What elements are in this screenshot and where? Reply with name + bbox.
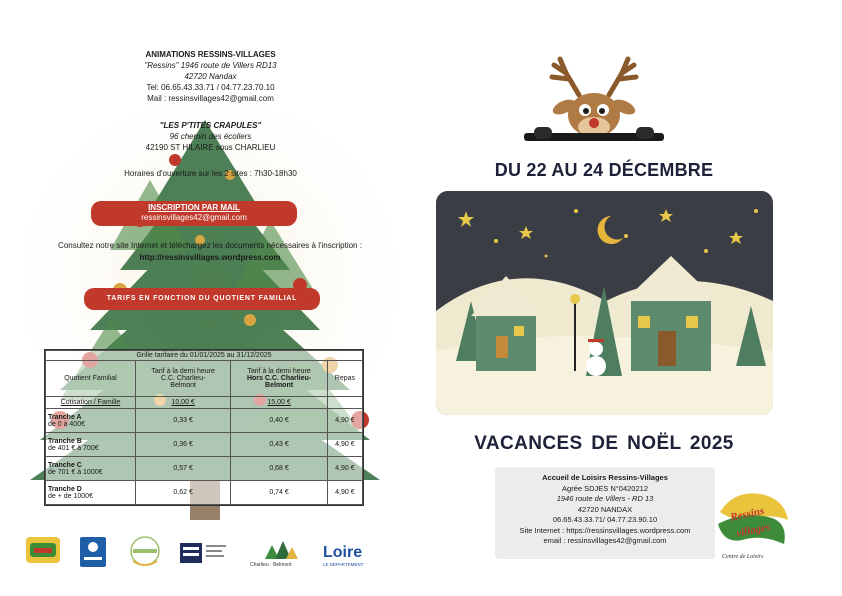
- grid-header-ccc: [135, 361, 230, 397]
- ressins-small-logo: [26, 537, 60, 563]
- tarifs-banner: TARIFS EN FONCTION DU QUOTIENT FAMILIAL: [84, 288, 320, 310]
- accueil-phones: 06.65.43.33.71/ 04.77.23.90.10: [552, 515, 658, 524]
- inscription-title: INSCRIPTION PAR MAIL: [148, 203, 240, 212]
- accueil-address2: 42720 NANDAX: [577, 504, 633, 514]
- rv-logo-line2: villages: [735, 520, 772, 540]
- grid-header-qf: Quotient Familial: [46, 361, 136, 397]
- tranche-ccc: 0,57 €: [135, 457, 230, 481]
- site2-address-line2: 42190 ST HILAIRE sous CHARLIEU: [145, 143, 276, 152]
- consult-block: [10, 240, 410, 264]
- charlieu-label: Charlieu · Belmont: [250, 562, 292, 568]
- snowy-village-illustration: [436, 191, 773, 415]
- org-title: ANIMATIONS RESSINS-VILLAGES: [145, 50, 276, 59]
- grid-header-repas: Repas: [327, 361, 362, 397]
- charlieu-belmont-logo: [250, 541, 298, 568]
- accueil-email[interactable]: email : ressinsvillages42@gmail.com: [543, 536, 667, 545]
- tranche-hors: 0,68 €: [231, 457, 327, 481]
- grid-header-ccc-line2: C.C. Charlieu-: [160, 375, 206, 382]
- accueil-site[interactable]: Site Internet : https://ressinsvillages.wordpress.com: [519, 525, 691, 535]
- org-mail: Mail : ressinsvillages42@gmail.com: [147, 94, 274, 103]
- rv-logo-line3: Centre de Loisirs: [722, 554, 764, 560]
- grid-cotisation-repas: [327, 397, 362, 409]
- table-row: [46, 457, 363, 481]
- accueil-agree: Agrée SDJES N°0420212: [562, 483, 648, 493]
- consult-url[interactable]: http://ressinsvillages.wordpress.com: [139, 253, 281, 262]
- table-row: [46, 481, 363, 505]
- grid-header-hors-line3: Belmont: [265, 382, 294, 389]
- tranche-name: Tranche B: [48, 437, 82, 445]
- reindeer-icon: [524, 55, 664, 150]
- event-dates: DU 22 AU 24 DÉCEMBRE: [494, 160, 714, 180]
- grid-cotisation-ccc: 10,00 €: [135, 397, 230, 409]
- tranche-name: Tranche D: [48, 485, 82, 493]
- tranche-hors: 0,40 €: [231, 409, 327, 433]
- opening-hours: Horaires d'ouverture sur les 2 sites : 7h30-18h30: [124, 169, 297, 178]
- table-row: [46, 433, 363, 457]
- grid-header-hors-line2: Hors C.C. Charlieu-: [246, 375, 312, 382]
- tranche-name: Tranche C: [48, 461, 82, 469]
- tranche-hors: 0,43 €: [231, 433, 327, 457]
- tranche-range: de 701 € à 1000€: [48, 468, 103, 476]
- grid-header-ccc-line3: Belmont: [170, 382, 196, 389]
- loire-logo: [323, 544, 364, 567]
- grid-header-ccc-line1: Tarif à la demi heure: [151, 368, 215, 375]
- tranche-range: de + de 1000€: [48, 492, 93, 500]
- tranche-repas: 4,90 €: [327, 409, 362, 433]
- consult-text: Consultez notre site Internet et téléchargez les documents nécessaires à l'inscription :: [58, 241, 362, 250]
- tranche-cell: [46, 457, 136, 481]
- nasa-logo: [180, 543, 226, 563]
- rv-logo-line1: Ressins: [729, 504, 766, 524]
- org-address-line1: "Ressins" 1946 route de Villers RD13: [144, 61, 277, 70]
- tranche-hors: 0,74 €: [231, 481, 327, 505]
- site2-info: [0, 120, 421, 153]
- accueil-info-box: [495, 467, 715, 559]
- grid-header-hors: [231, 361, 327, 397]
- site2-address-line1: 96 chemin des écoliers: [169, 132, 252, 141]
- accueil-title: Accueil de Loisirs Ressins-Villages: [542, 473, 668, 482]
- org-address-line2: 42720 Nandax: [184, 72, 237, 81]
- partner-logos: [20, 533, 390, 573]
- inscription-banner: [91, 201, 297, 226]
- org-phone: Tel: 06.65.43.33.71 / 04.77.23.70.10: [146, 83, 275, 92]
- tranche-ccc: 0,33 €: [135, 409, 230, 433]
- ressins-villages-logo: [714, 484, 792, 564]
- tranche-repas: 4,90 €: [327, 457, 362, 481]
- caf-logo: [80, 537, 106, 567]
- loire-sub: LE DÉPARTEMENT: [323, 562, 364, 567]
- tranche-cell: [46, 481, 136, 505]
- table-row: [46, 409, 363, 433]
- tranche-range: de 0 à 400€: [48, 420, 85, 428]
- tranche-repas: 4,90 €: [327, 481, 362, 505]
- grid-cotisation-hors: 15,00 €: [231, 397, 327, 409]
- tranche-cell: [46, 409, 136, 433]
- vacances-title: VACANCES DE NOËL 2025: [474, 433, 734, 454]
- grid-header-hors-line1: Tarif à la demi heure: [247, 368, 311, 375]
- accueil-address1: 1946 route de Villers - RD 13: [556, 494, 654, 503]
- tranche-range: de 401 € à 700€: [48, 444, 99, 452]
- right-panel: [421, 0, 842, 596]
- msa-flower-logo: [131, 537, 159, 565]
- loire-label: Loire: [323, 544, 363, 561]
- org-info: [0, 49, 421, 104]
- tranche-ccc: 0,62 €: [135, 481, 230, 505]
- tariff-grid: [44, 349, 364, 506]
- grid-title: Grille tarifaire du 01/01/2025 au 31/12/2025: [46, 351, 363, 361]
- tranche-cell: [46, 433, 136, 457]
- inscription-mail[interactable]: ressinsvillages42@gmail.com: [141, 213, 247, 222]
- tranche-ccc: 0,36 €: [135, 433, 230, 457]
- tranche-repas: 4,90 €: [327, 433, 362, 457]
- grid-cotisation-label: Cotisation / Famille: [46, 397, 136, 409]
- tranche-name: Tranche A: [48, 413, 82, 421]
- site2-title: "LES P'TITES CRAPULES": [159, 121, 262, 130]
